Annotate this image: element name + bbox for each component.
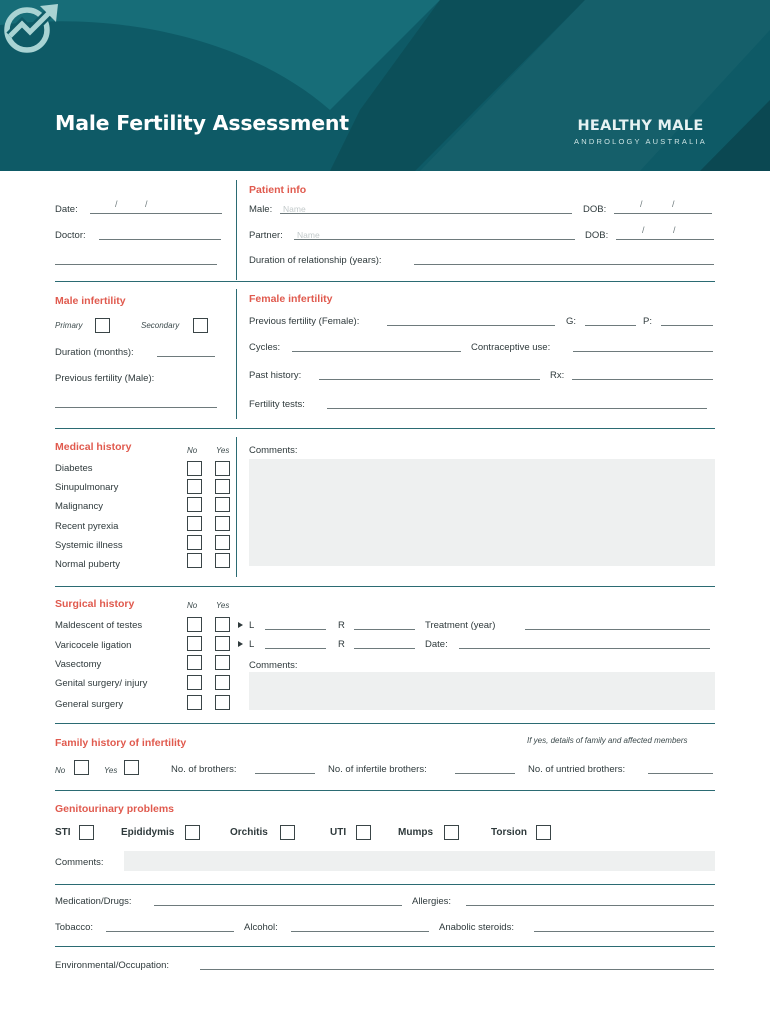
medication-label: Medication/Drugs: — [55, 896, 132, 907]
secondary-checkbox[interactable] — [193, 318, 208, 333]
fertility-tests-label: Fertility tests: — [249, 399, 305, 410]
doctor-field-extra[interactable] — [55, 264, 217, 265]
mumps-checkbox[interactable] — [444, 825, 459, 840]
medical-item-sinupulmonary: Sinupulmonary — [55, 482, 119, 493]
gu-item-epididymis: Epididymis — [121, 827, 175, 838]
tobacco-label: Tobacco: — [55, 922, 94, 933]
primary-checkbox[interactable] — [95, 318, 110, 333]
partner-name-field[interactable] — [294, 239, 575, 240]
g-label: G: — [566, 316, 577, 327]
maldescent-no-checkbox[interactable] — [187, 617, 202, 632]
untried-brothers-field[interactable] — [648, 773, 713, 774]
alcohol-field[interactable] — [291, 931, 429, 932]
section-divider — [55, 586, 715, 587]
maldescent-r-label: R — [338, 620, 345, 631]
systemic-illness-no-checkbox[interactable] — [187, 535, 202, 550]
partner-dob-field[interactable] — [616, 239, 714, 240]
arrow-right-icon — [238, 641, 243, 647]
orchitis-checkbox[interactable] — [280, 825, 295, 840]
diabetes-yes-checkbox[interactable] — [215, 461, 230, 476]
fertility-tests-field[interactable] — [327, 408, 707, 409]
varicocele-r-field[interactable] — [354, 648, 415, 649]
p-field[interactable] — [661, 325, 713, 326]
partner-label: Partner: — [249, 230, 283, 241]
torsion-checkbox[interactable] — [536, 825, 551, 840]
genital-surgery-no-checkbox[interactable] — [187, 675, 202, 690]
medication-field[interactable] — [154, 905, 402, 906]
partner-name-placeholder: Name — [297, 230, 320, 240]
male-infertility-heading: Male infertility — [55, 295, 126, 307]
medical-comments-box[interactable] — [249, 459, 715, 566]
untried-brothers-label: No. of untried brothers: — [528, 764, 626, 775]
medical-item-systemic-illness: Systemic illness — [55, 540, 123, 551]
surgical-item-vasectomy: Vasectomy — [55, 659, 102, 670]
infertile-brothers-label: No. of infertile brothers: — [328, 764, 427, 775]
medical-item-recent-pyrexia: Recent pyrexia — [55, 521, 119, 532]
normal-puberty-no-checkbox[interactable] — [187, 553, 202, 568]
family-yes-checkbox[interactable] — [124, 760, 139, 775]
gu-comments-box[interactable] — [124, 851, 715, 871]
environmental-occupation-field[interactable] — [200, 969, 714, 970]
past-history-label: Past history: — [249, 370, 302, 381]
maldescent-r-field[interactable] — [354, 629, 415, 630]
arrow-right-icon — [238, 622, 243, 628]
treatment-year-label: Treatment (year) — [425, 620, 496, 631]
date-separator: / — [640, 199, 643, 209]
brothers-field[interactable] — [255, 773, 315, 774]
male-name-placeholder: Name — [283, 204, 306, 214]
male-label: Male: — [249, 204, 273, 215]
diabetes-no-checkbox[interactable] — [187, 461, 202, 476]
past-history-field[interactable] — [319, 379, 540, 380]
recent-pyrexia-no-checkbox[interactable] — [187, 516, 202, 531]
varicocele-date-field[interactable] — [459, 648, 710, 649]
general-surgery-yes-checkbox[interactable] — [215, 695, 230, 710]
section-divider — [55, 428, 715, 429]
vasectomy-no-checkbox[interactable] — [187, 655, 202, 670]
allergies-field[interactable] — [466, 905, 714, 906]
duration-months-field[interactable] — [157, 356, 215, 357]
maldescent-l-field[interactable] — [265, 629, 326, 630]
p-label: P: — [643, 316, 652, 327]
section-divider — [55, 946, 715, 947]
male-name-field[interactable] — [280, 213, 572, 214]
genital-surgery-yes-checkbox[interactable] — [215, 675, 230, 690]
tobacco-field[interactable] — [106, 931, 234, 932]
medical-yes-header: Yes — [216, 446, 230, 455]
logo-name: HEALTHY MALE — [577, 118, 704, 134]
family-no-label: No — [55, 766, 66, 775]
date-separator: / — [642, 225, 645, 235]
medical-item-malignancy: Malignancy — [55, 501, 104, 512]
partner-dob-label: DOB: — [585, 230, 609, 241]
column-divider — [236, 437, 237, 577]
previous-fertility-female-label: Previous fertility (Female): — [249, 316, 360, 327]
family-history-heading: Family history of infertility — [55, 737, 187, 749]
sinupulmonary-yes-checkbox[interactable] — [215, 479, 230, 494]
duration-relationship-field[interactable] — [414, 264, 714, 265]
family-yes-label: Yes — [104, 766, 118, 775]
gu-item-torsion: Torsion — [491, 827, 527, 838]
brothers-label: No. of brothers: — [171, 764, 237, 775]
previous-fertility-female-field[interactable] — [387, 325, 555, 326]
male-dob-field[interactable] — [614, 213, 712, 214]
family-no-checkbox[interactable] — [74, 760, 89, 775]
cycles-label: Cycles: — [249, 342, 281, 353]
varicocele-no-checkbox[interactable] — [187, 636, 202, 651]
contraceptive-use-field[interactable] — [573, 351, 713, 352]
page-title: Male Fertility Assessment — [55, 111, 349, 135]
cycles-field[interactable] — [292, 351, 461, 352]
gu-item-mumps: Mumps — [398, 827, 433, 838]
page-header — [0, 0, 770, 171]
genitourinary-heading: Genitourinary problems — [55, 803, 175, 815]
infertile-brothers-field[interactable] — [455, 773, 515, 774]
section-divider — [55, 281, 715, 282]
varicocele-yes-checkbox[interactable] — [215, 636, 230, 651]
varicocele-l-field[interactable] — [265, 648, 326, 649]
section-divider — [55, 884, 715, 885]
malignancy-no-checkbox[interactable] — [187, 497, 202, 512]
surgical-comments-label: Comments: — [249, 660, 298, 671]
uti-checkbox[interactable] — [356, 825, 371, 840]
allergies-label: Allergies: — [412, 896, 452, 907]
previous-fertility-male-field[interactable] — [55, 407, 217, 408]
female-infertility-heading: Female infertility — [249, 293, 333, 305]
normal-puberty-yes-checkbox[interactable] — [215, 553, 230, 568]
systemic-illness-yes-checkbox[interactable] — [215, 535, 230, 550]
duration-months-label: Duration (months): — [55, 347, 134, 358]
family-history-note: If yes, details of family and affected members — [527, 736, 688, 745]
vasectomy-yes-checkbox[interactable] — [215, 655, 230, 670]
environmental-occupation-label: Environmental/Occupation: — [55, 960, 170, 971]
anabolic-steroids-label: Anabolic steroids: — [439, 922, 514, 933]
treatment-year-field[interactable] — [525, 629, 710, 630]
medical-item-normal-puberty: Normal puberty — [55, 559, 120, 570]
sti-checkbox[interactable] — [79, 825, 94, 840]
date-separator: / — [672, 199, 675, 209]
date-separator: / — [115, 199, 118, 209]
sinupulmonary-no-checkbox[interactable] — [187, 479, 202, 494]
maldescent-yes-checkbox[interactable] — [215, 617, 230, 632]
medical-item-diabetes: Diabetes — [55, 463, 93, 474]
date-separator: / — [145, 199, 148, 209]
doctor-field[interactable] — [99, 239, 221, 240]
male-dob-label: DOB: — [583, 204, 607, 215]
rx-label: Rx: — [550, 370, 565, 381]
section-divider — [55, 790, 715, 791]
patient-info-heading: Patient info — [249, 184, 307, 196]
doctor-label: Doctor: — [55, 230, 86, 241]
medical-comments-label: Comments: — [249, 445, 298, 456]
date-field[interactable] — [90, 213, 222, 214]
date-separator: / — [673, 225, 676, 235]
duration-relationship-label: Duration of relationship (years): — [249, 255, 382, 266]
surgical-comments-box[interactable] — [249, 672, 715, 710]
alcohol-label: Alcohol: — [244, 922, 278, 933]
surgical-item-varicocele: Varicocele ligation — [55, 640, 132, 651]
gu-item-orchitis: Orchitis — [230, 827, 268, 838]
surgical-yes-header: Yes — [216, 601, 230, 610]
general-surgery-no-checkbox[interactable] — [187, 695, 202, 710]
surgical-no-header: No — [187, 601, 198, 610]
epididymis-checkbox[interactable] — [185, 825, 200, 840]
gu-item-uti: UTI — [330, 827, 347, 838]
date-label: Date: — [55, 204, 78, 215]
maldescent-l-label: L — [249, 620, 255, 631]
rx-field[interactable] — [572, 379, 713, 380]
medical-history-heading: Medical history — [55, 441, 132, 453]
section-divider — [55, 723, 715, 724]
logo-subtitle: ANDROLOGY AUSTRALIA — [574, 137, 707, 146]
varicocele-r-label: R — [338, 639, 345, 650]
medical-no-header: No — [187, 446, 198, 455]
surgical-history-heading: Surgical history — [55, 598, 135, 610]
contraceptive-use-label: Contraceptive use: — [471, 342, 551, 353]
surgical-item-general-surgery: General surgery — [55, 699, 124, 710]
previous-fertility-male-label: Previous fertility (Male): — [55, 373, 155, 384]
surgical-item-maldescent: Maldescent of testes — [55, 620, 143, 631]
anabolic-steroids-field[interactable] — [534, 931, 714, 932]
secondary-label: Secondary — [141, 321, 180, 330]
recent-pyrexia-yes-checkbox[interactable] — [215, 516, 230, 531]
healthy-male-logo-icon — [0, 0, 62, 56]
primary-label: Primary — [55, 321, 83, 330]
column-divider — [236, 289, 237, 419]
g-field[interactable] — [585, 325, 636, 326]
gu-comments-label: Comments: — [55, 857, 104, 868]
gu-item-sti: STI — [55, 827, 71, 838]
malignancy-yes-checkbox[interactable] — [215, 497, 230, 512]
varicocele-date-label: Date: — [425, 639, 448, 650]
varicocele-l-label: L — [249, 639, 255, 650]
column-divider — [236, 180, 237, 280]
surgical-item-genital-surgery: Genital surgery/ injury — [55, 678, 148, 689]
